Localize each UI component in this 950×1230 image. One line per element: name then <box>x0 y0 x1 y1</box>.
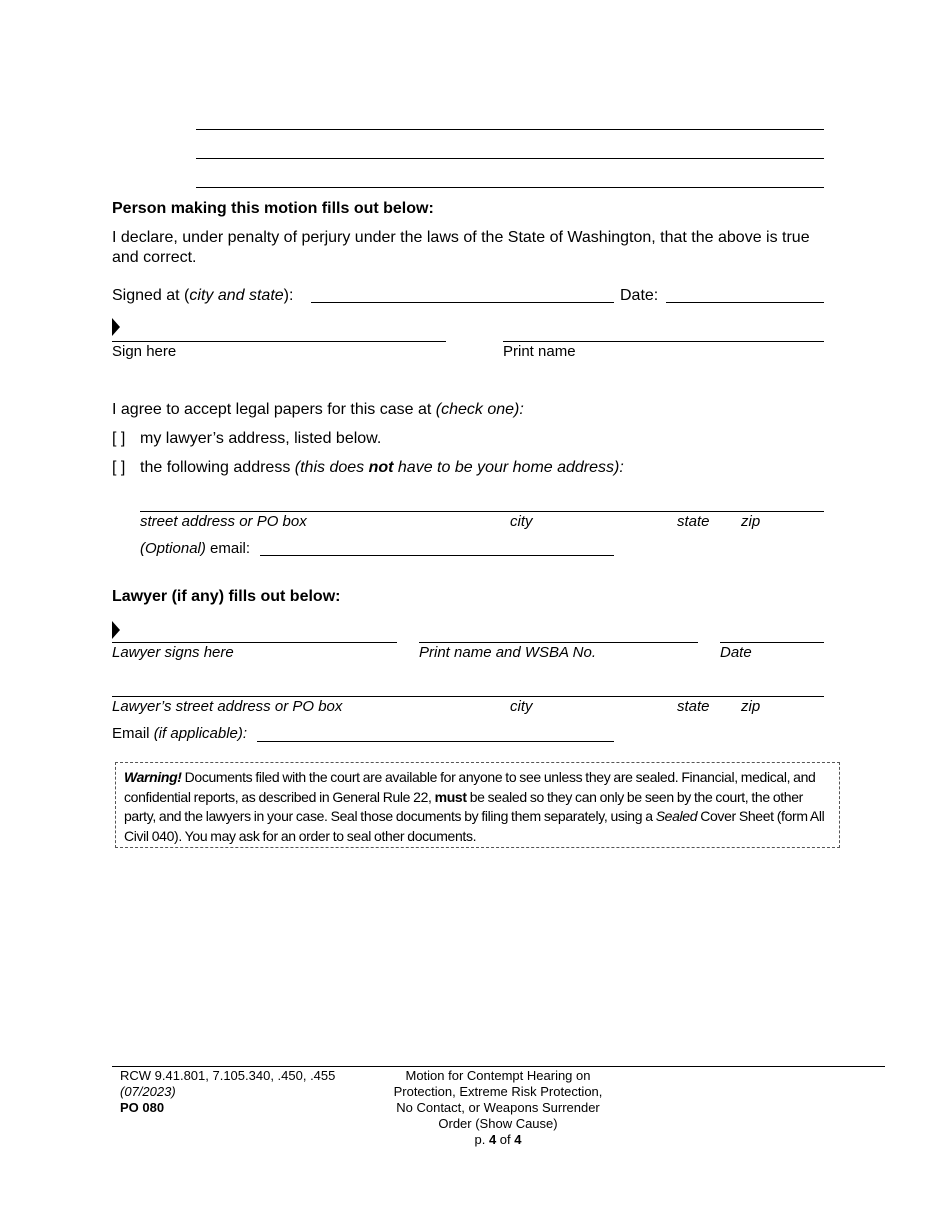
footer-title: Motion for Contempt Hearing on Protection, Extreme Risk Protection, No Contact, or Weapons Surrender Order (Show Cause) p. 4 of 4 <box>348 1068 648 1148</box>
date-field[interactable] <box>666 302 824 303</box>
checkbox[interactable]: [ ] <box>112 459 126 476</box>
lawyer-print-name-field[interactable] <box>419 642 698 643</box>
service-intro: I agree to accept legal papers for this case at (check one): <box>112 401 524 418</box>
lawyer-date-label: Date <box>720 644 752 661</box>
state-label: state <box>677 513 710 530</box>
print-name-field[interactable] <box>503 341 824 342</box>
lawyer-zip-label: zip <box>741 698 761 715</box>
option-following-address[interactable]: [ ] the following address (this does not have to be your home address): <box>112 459 624 476</box>
email-field[interactable] <box>260 555 614 556</box>
lawyer-date-field[interactable] <box>720 642 824 643</box>
declaration-heading: Person making this motion fills out below: <box>112 200 434 217</box>
warning-box: Warning! Documents filed with the court are available for anyone to see unless they are sealed. Financial, medical, and confidential reports, as described in General Rule 22, must be sealed so they can only be seen by the court, the other party, and the lawyers in your case. Seal those documents by filing them separately, using a Sealed Cover Sheet (form All Civil 040). You may ask for an order to seal other documents. <box>115 762 840 848</box>
option-lawyer-address[interactable]: [ ] my lawyer’s address, listed below. <box>112 430 382 447</box>
street-label: street address or PO box <box>140 513 307 530</box>
lawyer-print-name-label: Print name and WSBA No. <box>419 644 597 661</box>
date-label: Date: <box>620 287 659 304</box>
print-name-label: Print name <box>503 343 576 360</box>
city-label: city <box>510 513 533 530</box>
email-label: (Optional) email: <box>140 540 251 557</box>
lawyer-city-label: city <box>510 698 533 715</box>
rcw-citation: RCW 9.41.801, 7.105.340, .450, .455 <box>120 1068 336 1083</box>
lawyer-address-field[interactable] <box>112 696 824 697</box>
address-field[interactable] <box>140 511 824 512</box>
lawyer-street-label: Lawyer’s street address or PO box <box>112 698 343 715</box>
form-number: PO 080 <box>120 1100 165 1115</box>
signature-field[interactable] <box>112 341 446 342</box>
signed-at-label: Signed at (city and state): <box>112 287 294 304</box>
declaration-statement: I declare, under penalty of perjury under the laws of the State of Washington, that the above is true and correct. <box>112 229 810 266</box>
page-number: p. 4 of 4 <box>474 1132 522 1147</box>
lawyer-sign-arrow-icon <box>112 621 120 639</box>
footer-rule <box>112 1066 885 1067</box>
lawyer-signature-field[interactable] <box>112 642 397 643</box>
footer-left <box>120 1068 335 1116</box>
signed-at-field[interactable] <box>311 302 614 303</box>
blank-line-2[interactable] <box>196 158 824 159</box>
lawyer-email-field[interactable] <box>257 741 614 742</box>
zip-label: zip <box>741 513 761 530</box>
sign-arrow-icon <box>112 318 120 336</box>
lawyer-email-label: Email (if applicable): <box>112 725 248 742</box>
lawyer-heading: Lawyer (if any) fills out below: <box>112 588 341 605</box>
blank-line-3[interactable] <box>196 187 824 188</box>
checkbox[interactable]: [ ] <box>112 430 126 447</box>
warning-title: Warning! <box>124 769 182 785</box>
revision-date: (07/2023) <box>120 1084 176 1099</box>
blank-line-1[interactable] <box>196 129 824 130</box>
lawyer-state-label: state <box>677 698 710 715</box>
sign-here-label: Sign here <box>112 343 177 360</box>
lawyer-signs-here-label: Lawyer signs here <box>112 644 234 661</box>
